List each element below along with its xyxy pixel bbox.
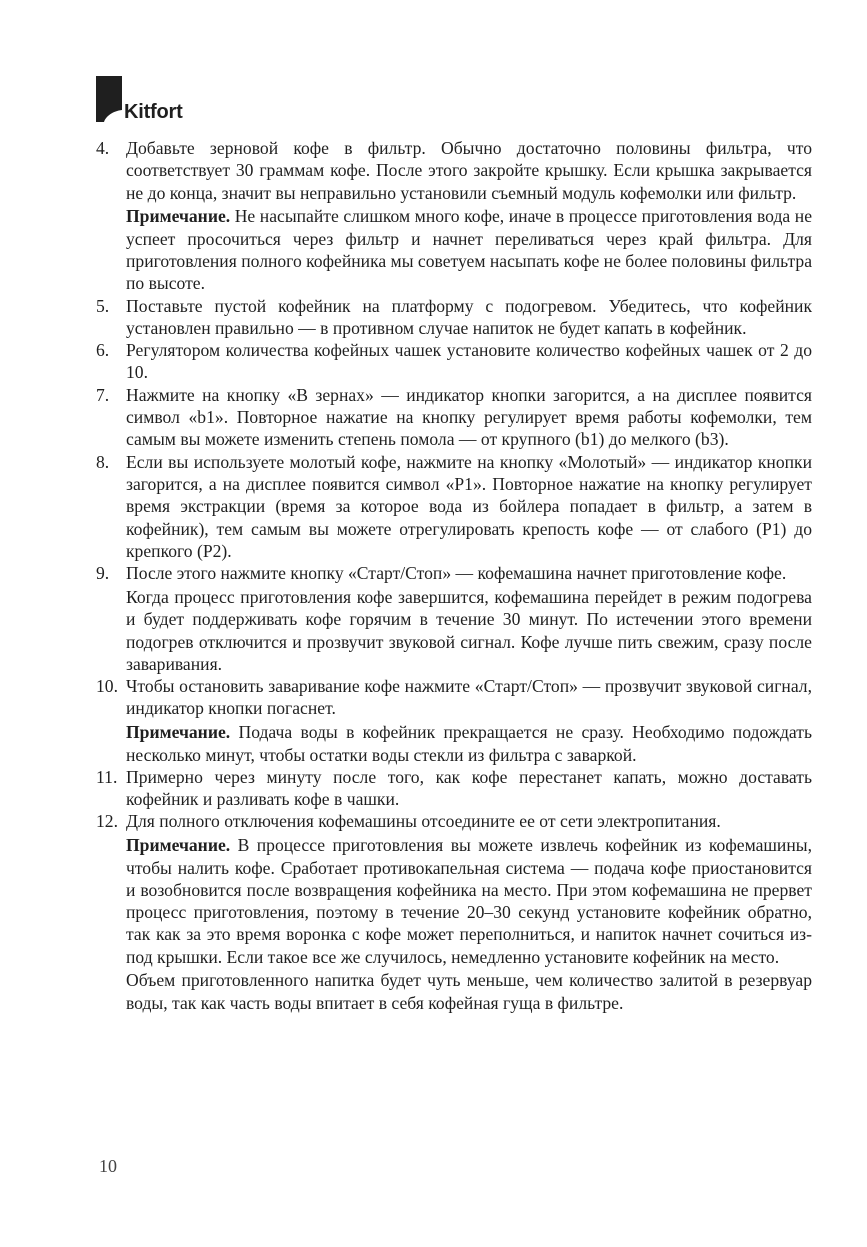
note-text: Не насыпайте слишком много кофе, иначе в процессе приготовления вода не успеет просочиться через фильтр и начнет переливаться через край фильтра. Для приготовления полного кофейника мы советуем насыпать кофе не более половины фильтра по высоте. bbox=[126, 206, 812, 294]
list-item bbox=[96, 766, 812, 811]
note-text: В процессе приготовления вы можете извлечь кофейник из кофемашины, чтобы налить кофе. Сработает противокапельная система — подача кофе приостановится и возобновится после возвращения кофейника на место. При этом кофемашина не прервет процесс приготовления, поэтому в течение 20–30 секунд установите кофейник обратно, так как за это время воронка с кофе может переполниться, и напиток начнет сочиться из-под крышки. Если такое все же случилось, немедленно установите кофейник на место. bbox=[126, 835, 812, 967]
brand-logo-text: Kitfort bbox=[124, 101, 183, 123]
item-number: 11. bbox=[96, 766, 118, 787]
item-number: 7. bbox=[96, 384, 110, 405]
note-text: Подача воды в кофейник прекращается не сразу. Необходимо подождать несколько минут, чтобы остатки воды стекли из фильтра с заваркой. bbox=[126, 722, 812, 765]
item-paragraph: Чтобы остановить заваривание кофе нажмите «Старт/Стоп» — прозвучит звуковой сигнал, индикатор кнопки погаснет. bbox=[126, 676, 812, 719]
item-paragraph: Примерно через минуту после того, как кофе перестанет капать, можно доставать кофейник и разливать кофе в чашки. bbox=[126, 766, 812, 810]
note-label: Примечание. bbox=[126, 722, 231, 743]
item-paragraph: Если вы используете молотый кофе, нажмите на кнопку «Молотый» — индикатор кнопки загорится, а на дисплее появится символ «P1». Повторное нажатие на кнопку регулирует время экстракции (время за которое вода из бойлера попадает в фильтр, а затем в кофейник), тем самым вы можете отрегулировать крепость кофе — от слабого (P1) до крепкого (P2). bbox=[126, 451, 812, 561]
list-item bbox=[96, 339, 812, 384]
item-paragraph: Добавьте зерновой кофе в фильтр. Обычно достаточно половины фильтра, что соответствует 30 граммам кофе. После этого закройте крышку. Если крышка закрывается не до конца, значит вы неправильно установили съемный модуль кофемолки или фильтр. bbox=[126, 138, 812, 203]
page-header bbox=[96, 76, 183, 122]
item-paragraph: Когда процесс приготовления кофе завершится, кофемашина перейдет в режим подогрева и будет поддерживать кофе горячим в течение 30 минут. По истечении этого времени подогрев отключится и прозвучит звуковой сигнал. Кофе лучше пить свежим, сразу после заваривания. bbox=[126, 586, 812, 674]
kitfort-logo-mark bbox=[96, 76, 122, 122]
note-paragraph bbox=[126, 205, 812, 294]
item-number: 12. bbox=[96, 811, 118, 832]
item-paragraph: Нажмите на кнопку «В зернах» — индикатор кнопки загорится, а на дисплее появится символ «b1». Повторное нажатие на кнопку регулирует время работы кофемолки, тем самым вы можете изменить степень помола — от крупного (b1) до мелкого (b3). bbox=[126, 384, 812, 450]
list-item bbox=[96, 137, 812, 295]
item-number: 5. bbox=[96, 295, 110, 316]
list-item bbox=[96, 295, 812, 340]
item-paragraph: Объем приготовленного напитка будет чуть меньше, чем количество залитой в резервуар воды, так как часть воды впитает в себя кофейная гуща в фильтре. bbox=[126, 970, 812, 1013]
instruction-list bbox=[96, 137, 812, 1014]
item-number: 4. bbox=[96, 138, 110, 158]
list-item bbox=[96, 675, 812, 766]
item-number: 10. bbox=[96, 676, 118, 697]
note-paragraph bbox=[126, 834, 812, 968]
page-number: 10 bbox=[99, 1156, 117, 1176]
item-number: 9. bbox=[96, 563, 110, 584]
item-paragraph: Поставьте пустой кофейник на платформу с подогревом. Убедитесь, что кофейник установлен правильно — в противном случае напиток не будет капать в кофейник. bbox=[126, 295, 812, 338]
item-paragraph: Регулятором количества кофейных чашек установите количество кофейных чашек от 2 до 10. bbox=[126, 340, 812, 383]
list-item bbox=[96, 562, 812, 675]
list-item bbox=[96, 451, 812, 562]
item-number: 6. bbox=[96, 340, 110, 361]
note-paragraph bbox=[126, 721, 812, 766]
item-paragraph: Для полного отключения кофемашины отсоедините ее от сети электропитания. bbox=[126, 811, 721, 832]
list-item bbox=[96, 384, 812, 451]
item-number: 8. bbox=[96, 451, 110, 472]
note-label: Примечание. bbox=[126, 835, 231, 856]
note-label: Примечание. bbox=[126, 206, 231, 227]
list-item bbox=[96, 810, 812, 1014]
item-paragraph: После этого нажмите кнопку «Старт/Стоп» — кофемашина начнет приготовление кофе. bbox=[126, 563, 787, 584]
